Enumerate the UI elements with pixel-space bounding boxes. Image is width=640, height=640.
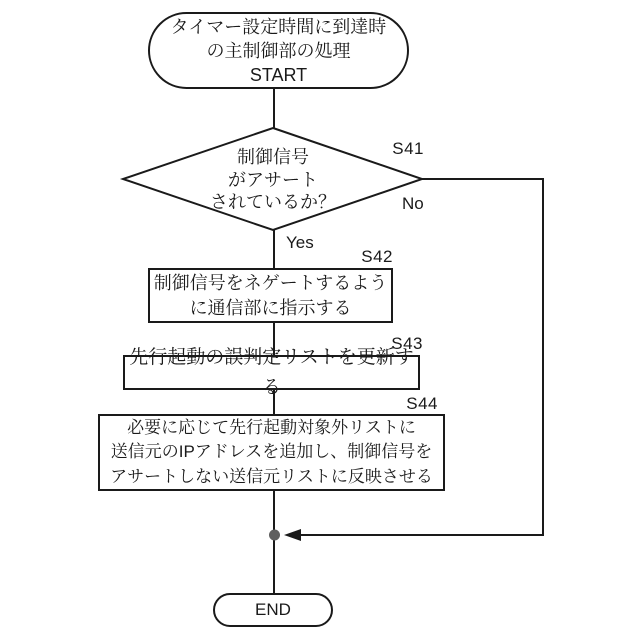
process-s44-line1: 必要に応じて先行起動対象外リストに [127,417,416,437]
step-label-s44: S44 [406,394,438,413]
start-terminator [148,12,409,89]
process-s42-line1: 制御信号をネゲートするよう [153,272,388,293]
process-s44-box [98,414,445,491]
no-branch-arrowhead [284,529,301,541]
decision-s41-line1: 制御信号 [237,147,309,167]
step-label-s42: S42 [361,247,393,266]
decision-s41-line2: がアサート [228,169,318,190]
end-terminator [213,593,333,627]
branch-label-no: No [402,194,424,213]
end-text: END [255,600,291,619]
process-s44-line3: アサートしない送信元リストに反映させる [110,466,433,486]
start-text-line2: の主制御部の処理 [206,40,351,61]
process-s42-line2: に通信部に指示する [189,297,352,318]
step-label-s41: S41 [392,139,424,158]
decision-s41-line3: されているか？ [210,192,336,212]
process-s43-text: 先行起動の誤判定リストを更新する [129,346,414,398]
process-s44-line2: 送信元のIPアドレスを追加し、制御信号を [110,442,433,462]
start-text-line1: タイマー設定時間に到達時 [170,16,387,37]
step-label-s43: S43 [391,334,423,353]
start-text-line3: START [249,64,308,85]
process-s43-box [123,346,420,398]
decision-s41-text [148,146,398,214]
junction-dot [269,530,280,541]
process-s42-box [148,268,393,323]
branch-label-yes: Yes [286,233,314,252]
